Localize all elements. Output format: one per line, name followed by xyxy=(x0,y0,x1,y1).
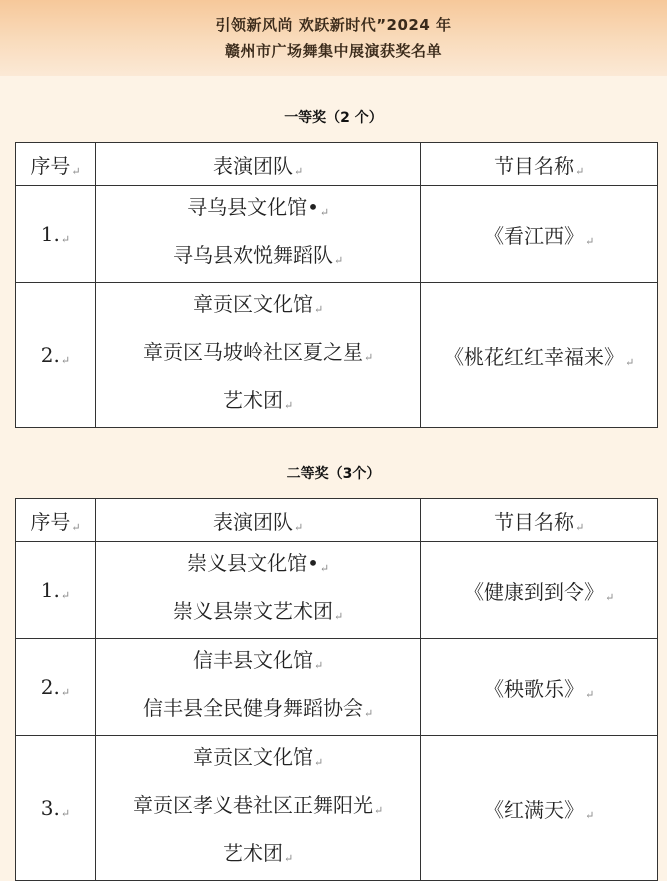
paragraph-mark-icon: ↵ xyxy=(625,355,635,369)
paragraph-mark-icon: ↵ xyxy=(284,852,294,865)
paragraph-mark-icon: ↵ xyxy=(585,687,595,701)
team-text: 章贡区文化馆 xyxy=(193,292,314,316)
team-line xyxy=(96,832,420,880)
row-number: 2. xyxy=(40,343,60,367)
paragraph-mark-icon: ↵ xyxy=(294,164,304,178)
team-text: 信丰县文化馆 xyxy=(193,648,314,672)
table-row xyxy=(16,186,658,283)
program-text: 《看江西》 xyxy=(484,223,585,248)
row-number: 3. xyxy=(40,796,60,820)
team-line xyxy=(96,736,420,784)
row-number: 2. xyxy=(40,675,60,699)
team-text: 崇义县崇文艺术团 xyxy=(173,599,334,623)
row-number: 1. xyxy=(40,222,60,246)
cell-program xyxy=(421,186,658,283)
paragraph-mark-icon: ↵ xyxy=(575,520,585,534)
header-label: 表演团队 xyxy=(213,153,294,178)
header-label: 节目名称 xyxy=(494,153,575,178)
paragraph-mark-icon: ↵ xyxy=(60,807,71,820)
team-text: 艺术团 xyxy=(223,388,284,412)
team-line xyxy=(96,234,420,282)
cell-team xyxy=(95,736,420,881)
cell-team xyxy=(95,542,420,639)
team-text: 章贡区马坡岭社区夏之星 xyxy=(143,340,364,364)
header-label: 节目名称 xyxy=(494,509,575,534)
table-row xyxy=(16,283,658,428)
paragraph-mark-icon: ↵ xyxy=(364,707,374,720)
program-text: 《秧歌乐》 xyxy=(484,676,585,701)
cell-no xyxy=(16,542,96,639)
title-line-2: 赣州市广场舞集中展演获奖名单 xyxy=(224,42,442,60)
team-line xyxy=(96,283,420,331)
team-text: 信丰县全民健身舞蹈协会 xyxy=(143,696,364,720)
paragraph-mark-icon: ↵ xyxy=(71,164,81,178)
section-title-first-prize: 一等奖（2 个） xyxy=(284,110,383,126)
team-line xyxy=(96,590,420,638)
table-row xyxy=(16,639,658,736)
paragraph-mark-icon: ↵ xyxy=(585,808,595,822)
title-line-1: 引领新风尚 欢跃新时代”2024 年 xyxy=(215,16,452,34)
paragraph-mark-icon: ↵ xyxy=(71,520,81,534)
program-text: 《健康到到令》 xyxy=(464,579,605,604)
program-text: 《桃花红红幸福来》 xyxy=(444,344,625,369)
paragraph-mark-icon: ↵ xyxy=(334,610,344,623)
header-label: 序号 xyxy=(30,153,71,178)
paragraph-mark-icon: ↵ xyxy=(605,590,615,604)
paragraph-mark-icon: ↵ xyxy=(60,233,71,246)
section-title-second-prize: 二等奖（3个） xyxy=(286,466,381,482)
paragraph-mark-icon: ↵ xyxy=(575,164,585,178)
cell-team xyxy=(95,186,420,283)
paragraph-mark-icon: ↵ xyxy=(314,659,324,672)
team-line xyxy=(96,186,420,234)
team-text: 章贡区孝义巷社区正舞阳光 xyxy=(133,793,374,817)
paragraph-mark-icon: ↵ xyxy=(319,562,330,575)
paragraph-mark-icon: ↵ xyxy=(284,399,294,412)
paragraph-mark-icon: ↵ xyxy=(585,234,595,248)
table-row xyxy=(16,542,658,639)
team-line xyxy=(96,687,420,735)
team-line xyxy=(96,542,420,590)
cell-no xyxy=(16,283,96,428)
cell-program xyxy=(421,542,658,639)
paragraph-mark-icon: ↵ xyxy=(334,254,344,267)
cell-no xyxy=(16,736,96,881)
program-text: 《红满天》 xyxy=(484,797,585,822)
cell-program xyxy=(421,283,658,428)
second-prize-table xyxy=(15,498,658,881)
paragraph-mark-icon: ↵ xyxy=(60,686,71,699)
header-label: 序号 xyxy=(30,509,71,534)
header-cell-no xyxy=(16,499,96,542)
paragraph-mark-icon: ↵ xyxy=(364,351,374,364)
first-prize-table xyxy=(15,142,658,428)
cell-no xyxy=(16,186,96,283)
title-banner xyxy=(0,0,667,76)
team-text: 章贡区文化馆 xyxy=(193,745,314,769)
table-row xyxy=(16,736,658,881)
team-line xyxy=(96,379,420,427)
team-line xyxy=(96,331,420,379)
paragraph-mark-icon: ↵ xyxy=(60,589,71,602)
cell-no xyxy=(16,639,96,736)
row-number: 1. xyxy=(40,578,60,602)
cell-program xyxy=(421,639,658,736)
team-line xyxy=(96,784,420,832)
team-text: 寻乌县欢悦舞蹈队 xyxy=(173,243,334,267)
table-header-row xyxy=(16,499,658,542)
paragraph-mark-icon: ↵ xyxy=(294,520,304,534)
header-cell-program xyxy=(421,143,658,186)
team-text: 寻乌县文化馆• xyxy=(187,195,319,219)
header-cell-team xyxy=(95,143,420,186)
cell-team xyxy=(95,283,420,428)
paragraph-mark-icon: ↵ xyxy=(314,303,324,316)
team-text: 艺术团 xyxy=(223,841,284,865)
paragraph-mark-icon: ↵ xyxy=(319,206,330,219)
paragraph-mark-icon: ↵ xyxy=(374,804,384,817)
header-cell-no xyxy=(16,143,96,186)
paragraph-mark-icon: ↵ xyxy=(314,756,324,769)
header-cell-team xyxy=(95,499,420,542)
table-header-row xyxy=(16,143,658,186)
paragraph-mark-icon: ↵ xyxy=(60,354,71,367)
team-line xyxy=(96,639,420,687)
header-cell-program xyxy=(421,499,658,542)
team-text: 崇义县文化馆• xyxy=(187,551,319,575)
cell-program xyxy=(421,736,658,881)
header-label: 表演团队 xyxy=(213,509,294,534)
cell-team xyxy=(95,639,420,736)
